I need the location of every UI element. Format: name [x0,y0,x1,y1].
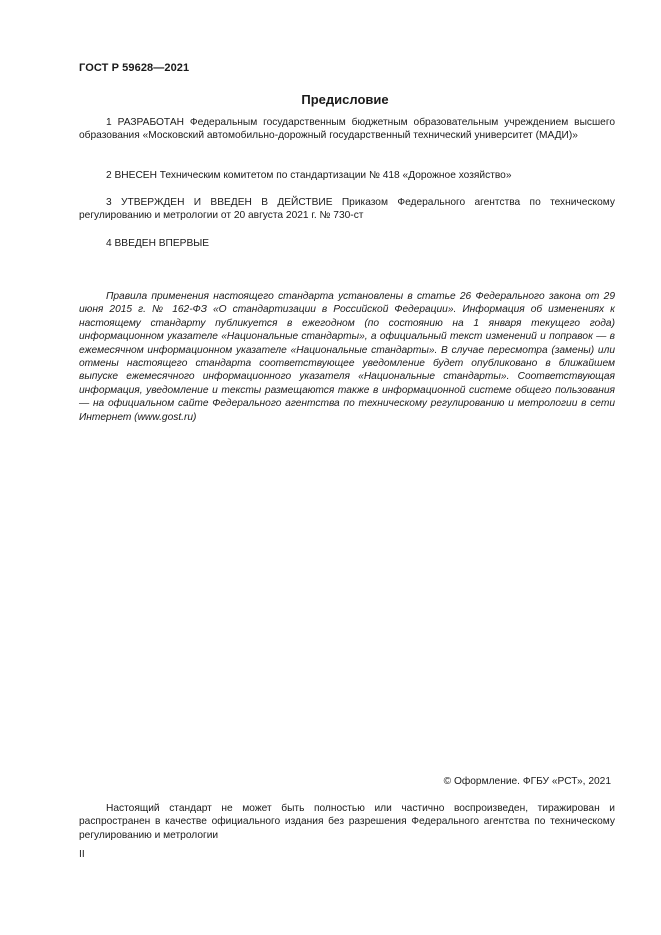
paragraph-introduced: 4 ВВЕДЕН ВПЕРВЫЕ [106,238,210,249]
paragraph-developed: 1 РАЗРАБОТАН Федеральным государственным бюджетным образовательным учреждением высшего образования «Московский автомобильно-дорожный государственный технический университет (МАДИ)» [79,117,615,142]
copyright-line: © Оформление. ФГБУ «РСТ», 2021 [443,776,611,787]
legal-notice: Настоящий стандарт не может быть полностью или частично воспроизведен, тиражирован и распространен в качестве официального издания без разрешения Федерального агентства по техническому регулированию и метрологии [79,803,615,841]
page-title: Предисловие [301,92,389,107]
paragraph-approved: 3 УТВЕРЖДЕН И ВВЕДЕН В ДЕЙСТВИЕ Приказом Федерального агентства по техническому регулированию и метрологии от 20 августа 2021 г. № 730-ст [79,197,615,222]
page-number: II [79,849,85,860]
paragraph-submitted: 2 ВНЕСЕН Техническим комитетом по стандартизации № 418 «Дорожное хозяйство» [106,170,512,181]
application-rules-notice: Правила применения настоящего стандарта установлены в статье 26 Федерального закона от 29 июня 2015 г. № 162-ФЗ «О стандартизации в Российской Федерации». Информация об изменениях к настоящему стандарту публикуется в ежегодном (по состоянию на 1 января текущего года) информационном указателе «Национальные стандарты», а официальный текст изменений и поправок — в ежемесячном информационном указателе «Национальные стандарты». В случае пересмотра (замены) или отмены настоящего стандарта соответствующее уведомление будет опубликовано в ближайшем выпуске ежемесячного информационного указателя «Национальные стандарты». Соответствующая информация, уведомление и тексты размещаются также в информационной системе общего пользования — на официальном сайте Федерального агентства по техническому регулированию и метрологии в сети Интернет (www.gost.ru) [79,291,615,423]
standard-code: ГОСТ Р 59628—2021 [79,62,190,74]
